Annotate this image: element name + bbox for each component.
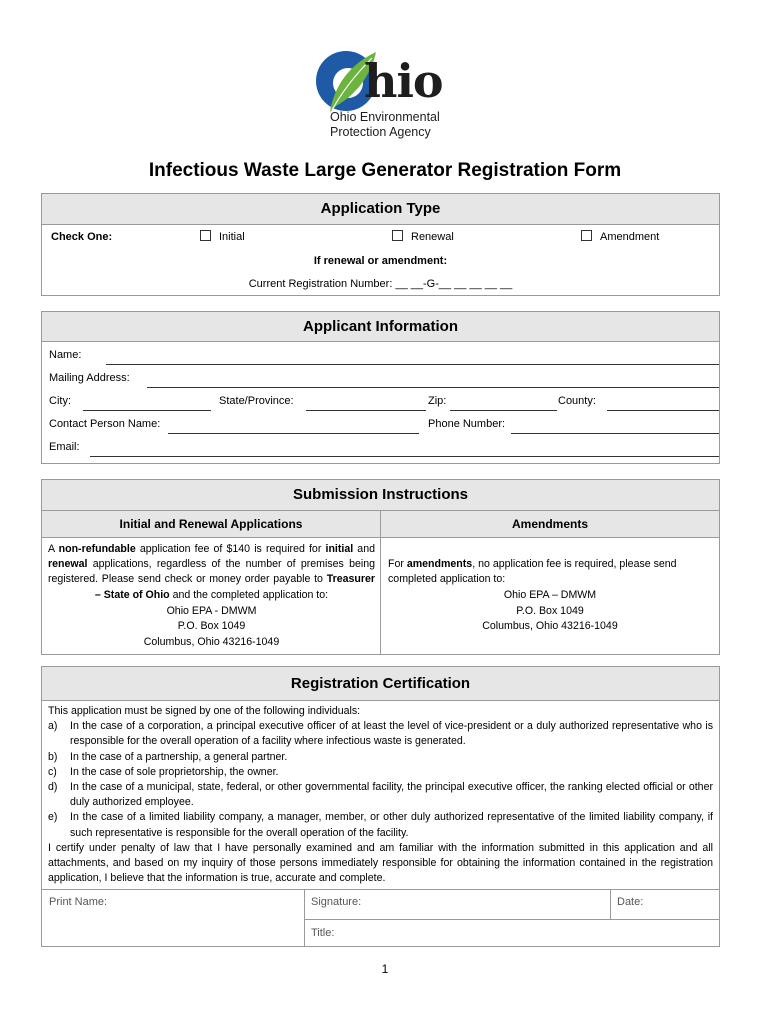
certification-statement: I certify under penalty of law that I have personally examined and am familiar with the information submitted in this application and all attachments, and based on my inquiry of those persons immediately responsible for obtaining the information contained in the registration application, I believe that the information is true, accurate and complete. — [48, 841, 713, 885]
signature-label: Signature: — [311, 896, 362, 908]
state-label: State/Province: — [219, 395, 294, 407]
mailing-address-label: Mailing Address: — [49, 372, 130, 384]
signatory-list — [48, 719, 713, 841]
form-title: Infectious Waste Large Generator Registration Form — [148, 160, 622, 181]
amendments-address-line-2: P.O. Box 1049 — [516, 605, 584, 617]
applicant-information-section — [41, 311, 720, 464]
registration-certification-heading: Registration Certification — [42, 667, 719, 701]
signature-field[interactable] — [305, 890, 610, 919]
email-field[interactable] — [90, 456, 719, 457]
zip-field[interactable] — [450, 410, 557, 411]
initial-option[interactable] — [200, 230, 245, 243]
name-field[interactable] — [106, 364, 719, 365]
print-name-field[interactable] — [42, 890, 304, 946]
submission-instructions-section — [41, 479, 720, 655]
phone-number-field[interactable] — [511, 433, 719, 434]
initial-renewal-instructions: A non-refundable application fee of $140 is required for initial and renewal applications, regardless of the number of premises being registered. Please send check or money order payable to Treasurer – State of Ohio and the completed application to: — [48, 543, 375, 601]
registration-number-field[interactable]: __ __-G-__ __ __ __ __ — [395, 278, 513, 290]
county-label: County: — [558, 395, 596, 407]
title-field[interactable] — [305, 920, 719, 946]
applicant-information-heading: Applicant Information — [42, 312, 719, 342]
renewal-option[interactable] — [392, 230, 454, 243]
certification-text — [48, 704, 713, 886]
logo-agency-line-2: Protection Agency — [330, 125, 431, 139]
registration-number-label: Current Registration Number: — [248, 278, 393, 290]
phone-number-label: Phone Number: — [428, 418, 506, 430]
amendments-instructions: For amendments, no application fee is required, please send completed application to: — [388, 558, 677, 586]
renewal-note: If renewal or amendment: — [313, 255, 448, 267]
registration-certification-section — [41, 666, 720, 947]
ohio-epa-logo — [312, 46, 472, 142]
initial-renewal-address-line-1: Ohio EPA - DMWM — [166, 605, 257, 617]
logo-wordmark: hio — [364, 54, 443, 108]
list-item: d) In the case of a municipal, state, federal, or other governmental facility, the principal executive officer, the ranking elected official or other duly authorized employee. — [48, 781, 713, 809]
initial-checkbox[interactable] — [200, 230, 211, 241]
amendments-address-line-1: Ohio EPA – DMWM — [503, 589, 597, 601]
initial-renewal-column-header: Initial and Renewal Applications — [42, 511, 381, 538]
page-number: 1 — [381, 962, 389, 976]
check-one-label: Check One: — [51, 231, 113, 243]
logo-agency-line-1: Ohio Environmental — [330, 110, 440, 124]
application-type-section — [41, 193, 720, 296]
city-field[interactable] — [83, 410, 211, 411]
date-field[interactable] — [611, 890, 719, 919]
list-item: e) In the case of a limited liability company, a manager, member, or other duly authorized representative of the limited liability company, if such representative is responsible for the overall operation of the facility. — [48, 811, 713, 839]
amendment-option-label: Amendment — [600, 231, 660, 243]
date-label: Date: — [617, 896, 644, 908]
renewal-option-label: Renewal — [411, 231, 454, 243]
list-item: c) In the case of sole proprietorship, the owner. — [48, 765, 279, 778]
submission-instructions-heading: Submission Instructions — [42, 480, 719, 511]
name-label: Name: — [49, 349, 82, 361]
amendments-address-line-3: Columbus, Ohio 43216-1049 — [482, 620, 618, 632]
print-name-label: Print Name: — [49, 896, 108, 908]
title-label: Title: — [311, 927, 335, 939]
certification-intro: This application must be signed by one of the following individuals: — [48, 705, 361, 717]
registration-number-row — [42, 278, 719, 290]
mailing-address-field[interactable] — [147, 387, 719, 388]
initial-renewal-address-line-2: P.O. Box 1049 — [177, 620, 246, 632]
amendment-option[interactable] — [581, 230, 659, 243]
city-label: City: — [49, 395, 71, 407]
initial-option-label: Initial — [219, 231, 245, 243]
renewal-checkbox[interactable] — [392, 230, 403, 241]
contact-person-label: Contact Person Name: — [49, 418, 161, 430]
list-item: b) In the case of a partnership, a general partner. — [48, 750, 288, 763]
zip-label: Zip: — [428, 395, 447, 407]
amendments-column-header: Amendments — [381, 511, 719, 538]
county-field[interactable] — [607, 410, 719, 411]
email-label: Email: — [49, 441, 80, 453]
state-field[interactable] — [306, 410, 426, 411]
contact-person-field[interactable] — [168, 433, 419, 434]
amendment-checkbox[interactable] — [581, 230, 592, 241]
application-type-heading: Application Type — [42, 194, 719, 225]
list-item: a) In the case of a corporation, a principal executive officer of at least the level of vice-president or a duly authorized representative who is responsible for the overall operation of a facility where infectious waste is generated. — [48, 720, 713, 748]
initial-renewal-address-line-3: Columbus, Ohio 43216-1049 — [143, 636, 280, 648]
